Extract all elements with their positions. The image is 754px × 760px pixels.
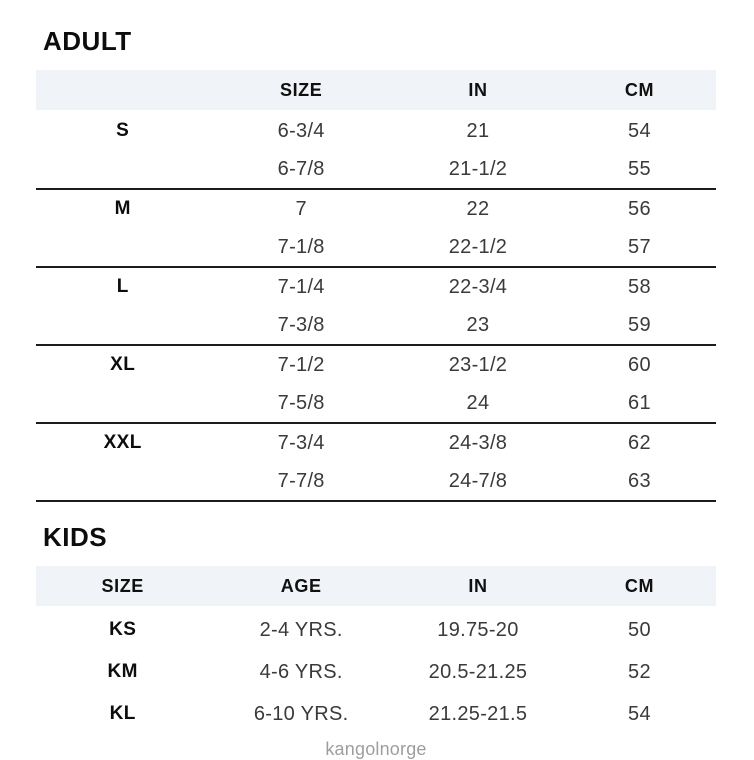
cm-cell: 57	[628, 235, 651, 258]
age-cell: 6-10 YRS.	[253, 702, 349, 725]
inches-cell: 21-1/2	[448, 157, 508, 180]
table-row	[36, 693, 716, 735]
table-row	[36, 112, 716, 150]
cm-cell: 54	[628, 702, 651, 725]
kids-header-cm: CM	[624, 575, 655, 596]
cm-cell: 60	[628, 353, 651, 376]
inches-cell: 22-1/2	[448, 235, 508, 258]
inches-cell: 20.5-21.25	[428, 660, 528, 683]
size-cell: 7	[295, 197, 307, 220]
size-label: KS	[109, 619, 137, 640]
size-cell: 7-3/8	[277, 313, 325, 336]
kids-section-title: KIDS	[43, 522, 108, 552]
inches-cell: 24-3/8	[448, 431, 508, 454]
size-cell: 7-3/4	[277, 431, 325, 454]
kids-header-age: AGE	[280, 575, 322, 596]
table-row	[36, 651, 716, 693]
table-row	[36, 424, 716, 462]
kids-table-body	[36, 609, 716, 735]
cm-cell: 62	[628, 431, 651, 454]
size-group-m	[36, 190, 716, 268]
size-cell: 7-7/8	[277, 469, 325, 492]
size-group-l	[36, 268, 716, 346]
size-label: KM	[107, 661, 138, 682]
kids-table-header-row	[36, 566, 716, 606]
size-group-s	[36, 112, 716, 190]
cm-cell: 54	[628, 119, 651, 142]
cm-cell: 56	[628, 197, 651, 220]
table-row	[36, 384, 716, 422]
size-group-xl	[36, 346, 716, 424]
table-row	[36, 306, 716, 344]
inches-cell: 24-7/8	[448, 469, 508, 492]
inches-cell: 22-3/4	[448, 275, 508, 298]
size-label: M	[114, 198, 131, 219]
cm-cell: 61	[628, 391, 651, 414]
inches-cell: 21.25-21.5	[428, 702, 528, 725]
inches-cell: 24	[466, 391, 490, 414]
cm-cell: 50	[628, 618, 651, 641]
size-cell: 7-1/2	[277, 353, 325, 376]
inches-cell: 23-1/2	[448, 353, 508, 376]
age-cell: 2-4 YRS.	[259, 618, 343, 641]
size-label: XL	[110, 354, 136, 375]
table-row	[36, 150, 716, 188]
size-label: XXL	[103, 432, 142, 453]
table-row	[36, 228, 716, 266]
size-cell: 7-1/8	[277, 235, 325, 258]
size-cell: 7-5/8	[277, 391, 325, 414]
adult-section-title: ADULT	[43, 26, 132, 56]
adult-table-body	[36, 112, 716, 502]
adult-header-in: IN	[468, 79, 488, 100]
size-label: S	[116, 120, 130, 141]
adult-header-cm: CM	[624, 79, 655, 100]
kids-header-size: SIZE	[101, 575, 144, 596]
table-row	[36, 190, 716, 228]
kids-header-in: IN	[468, 575, 488, 596]
table-row	[36, 462, 716, 500]
cm-cell: 52	[628, 660, 651, 683]
size-label: KL	[109, 703, 136, 724]
table-row	[36, 609, 716, 651]
size-cell: 7-1/4	[277, 275, 325, 298]
cm-cell: 55	[628, 157, 651, 180]
table-row	[36, 268, 716, 306]
inches-cell: 19.75-20	[437, 618, 519, 641]
cm-cell: 59	[628, 313, 651, 336]
table-row	[36, 346, 716, 384]
watermark-text: kangolnorge	[325, 739, 427, 759]
age-cell: 4-6 YRS.	[259, 660, 343, 683]
inches-cell: 23	[466, 313, 490, 336]
size-cell: 6-3/4	[277, 119, 325, 142]
size-label: L	[116, 276, 129, 297]
inches-cell: 21	[466, 119, 490, 142]
inches-cell: 22	[466, 197, 490, 220]
cm-cell: 58	[628, 275, 651, 298]
adult-header-size: SIZE	[279, 79, 323, 100]
adult-table-header-row	[36, 70, 716, 110]
kids-size-table	[36, 566, 716, 735]
size-group-xxl	[36, 424, 716, 502]
cm-cell: 63	[628, 469, 651, 492]
adult-size-table	[36, 70, 716, 502]
size-cell: 6-7/8	[277, 157, 325, 180]
